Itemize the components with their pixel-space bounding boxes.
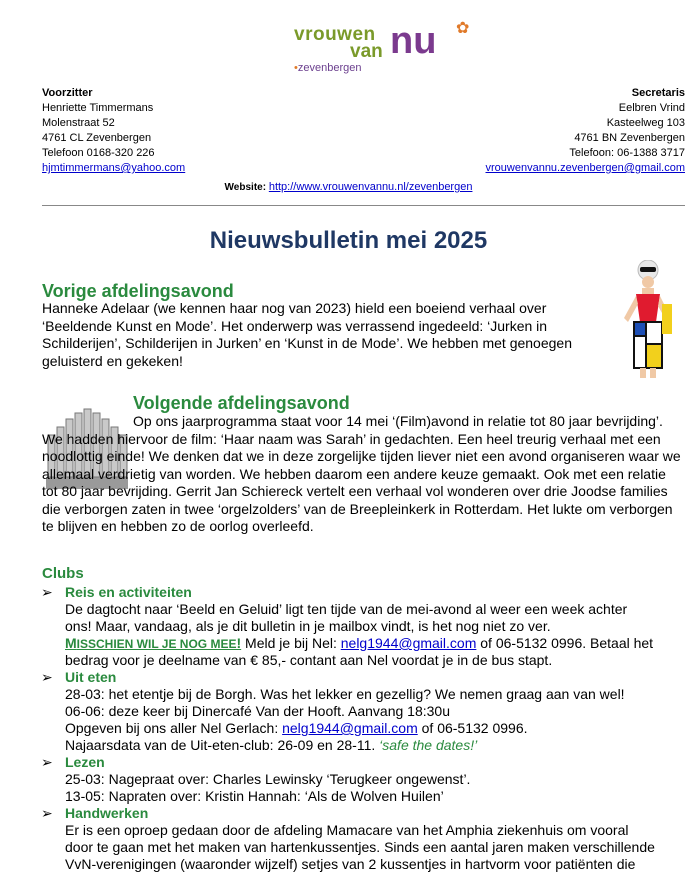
crafts-line-2: door te gaan met het maken van hartenkussentjes. Sinds een aantal jaren maken verschillende [65, 839, 655, 855]
maybe-join-link[interactable]: MISSCHIEN WIL JE NOG MEE! [65, 635, 242, 651]
logo-place: •zevenbergen [294, 62, 362, 74]
travel-line-3: MISSCHIEN WIL JE NOG MEE! Meld je bij Nel: nelg1944@gmail.com of 06-5132 0996. Betaal het [65, 635, 654, 651]
dining-email-link[interactable]: nelg1944@gmail.com [282, 720, 418, 736]
chair-city: 4761 CL Zevenbergen [42, 132, 152, 144]
logo-word-vrouwen: vrouwen [294, 24, 376, 45]
previous-text: Hanneke Adelaar (we kennen haar nog van 2023) hield een boeiend verhaal over ‘Beeldende Kunst en Mode’. Het onderwerp was verrassend ingedeeld: ‘Jurken in Schilderijen’, Schilderijen in Jurken’ en ‘Kunst in de Mode’. We hebben met genoegen geluisterd en gekeken! [42, 300, 572, 369]
chair-street: Molenstraat 52 [42, 117, 115, 129]
clubs-heading: Clubs [42, 565, 84, 582]
website-link[interactable]: http://www.vrouwenvannu.nl/zevenbergen [268, 181, 473, 193]
travel-email-link[interactable]: nelg1944@gmail.com [340, 635, 477, 651]
chair-name: Henriette Timmermans [42, 102, 154, 114]
dining-line-1: 28-03: het etentje bij de Borgh. Was het lekker en gezellig? We nemen graag aan van wel! [65, 686, 625, 702]
dining-heading: Uit eten [65, 669, 117, 685]
arrow-bullet-icon: ➢ [41, 805, 53, 821]
divider [42, 205, 685, 206]
travel-line-1: De dagtocht naar ‘Beeld en Geluid’ ligt ten tijde van de mei-avond al weer een week achter [65, 601, 628, 617]
dining-line-3: Opgeven bij ons aller Nel Gerlach: nelg1944@gmail.com of 06-5132 0996. [65, 720, 528, 736]
next-text: Op ons jaarprogramma staat voor 14 mei ‘(Film)avond in relatie tot 80 jaar bevrijding’. We hadden hiervoor de film: ‘Haar naam was Sarah’ in gedachten. Een heel treurig verhaal met een noodlottig einde! We denken dat we in deze zorgelijke tijden liever niet een avond organiseren waar we allemaal verdrietig van worden. We hebben daarom een andere keuze gemaakt. Ook met een relatie tot 80 jaar bevrijding. Gerrit Jan Schiereck vertelt een verhaal vol wonderen over drie Joodse families die verborgen zaten in twee ‘orgelzolders’ van de Breepleinkerk in Rotterdam. Het lukte om verborgen te blijven en hebben zo de oorlog overleefd. [42, 413, 681, 534]
next-heading: Volgende afdelingsavond [133, 393, 350, 413]
safe-the-dates-note: ‘safe the dates!’ [379, 737, 478, 753]
logo-flower-icon: ✿ [456, 20, 470, 37]
crafts-heading: Handwerken [65, 805, 149, 821]
reading-line-2: 13-05: Napraten over: Kristin Hannah: ‘Als de Wolven Huilen’ [65, 788, 444, 804]
secretary-phone: Telefoon: 06-1388 3717 [569, 147, 685, 159]
secretary-city: 4761 BN Zevenbergen [574, 132, 685, 144]
crafts-line-3: VvN-verenigingen (waaronder wijzelf) setjes van 2 kussentjes in hartvorm voor patiënten die [65, 856, 636, 872]
chair-phone: Telefoon 0168-320 226 [42, 147, 155, 159]
reading-line-1: 25-03: Nagepraat over: Charles Lewinsky ‘Terugkeer ongewenst’. [65, 771, 471, 787]
travel-heading: Reis en activiteiten [65, 584, 192, 600]
secretary-street: Kasteelweg 103 [606, 117, 685, 129]
arrow-bullet-icon: ➢ [41, 754, 53, 770]
dining-line-4: Najaarsdata van de Uit-eten-club: 26-09 en 28-11. ‘safe the dates!’ [65, 737, 478, 753]
logo [290, 14, 490, 74]
arrow-bullet-icon: ➢ [41, 584, 53, 600]
dining-line-2: 06-06: deze keer bij Dinercafé Van der Hooft. Aanvang 18:30u [65, 703, 450, 719]
reading-heading: Lezen [65, 754, 105, 770]
previous-heading: Vorige afdelingsavond [42, 281, 234, 301]
secretary-email-link[interactable]: vrouwenvannu.zevenbergen@gmail.com [485, 162, 685, 174]
arrow-bullet-icon: ➢ [41, 669, 53, 685]
logo-word-nu: nu [390, 20, 437, 62]
logo-word-van: van [350, 41, 383, 62]
chair-contact [42, 86, 185, 176]
travel-line-2: ons! Maar, vandaag, als je dit bulletin in je mailbox vindt, is het nog niet zo ver. [65, 618, 551, 634]
secretary-contact [486, 86, 686, 176]
website-line: Website: http://www.vrouwenvannu.nl/zevenbergen [224, 181, 473, 193]
website-label: Website [224, 182, 263, 193]
chair-email-link[interactable]: hjmtimmermans@yahoo.com [42, 162, 186, 174]
chair-role: Voorzitter [42, 87, 93, 99]
secretary-role: Secretaris [631, 87, 685, 99]
crafts-line-1: Er is een oproep gedaan door de afdeling Mamacare van het Amphia ziekenhuis om vooral [65, 822, 629, 838]
page-title: Nieuwsbulletin mei 2025 [209, 227, 488, 254]
mondrian-dress-woman-image [618, 260, 674, 378]
travel-line-4: bedrag voor je deelname van € 85,- contant aan Nel voordat je in de bus stapt. [65, 652, 553, 668]
secretary-name: Eelbren Vrind [618, 102, 685, 114]
